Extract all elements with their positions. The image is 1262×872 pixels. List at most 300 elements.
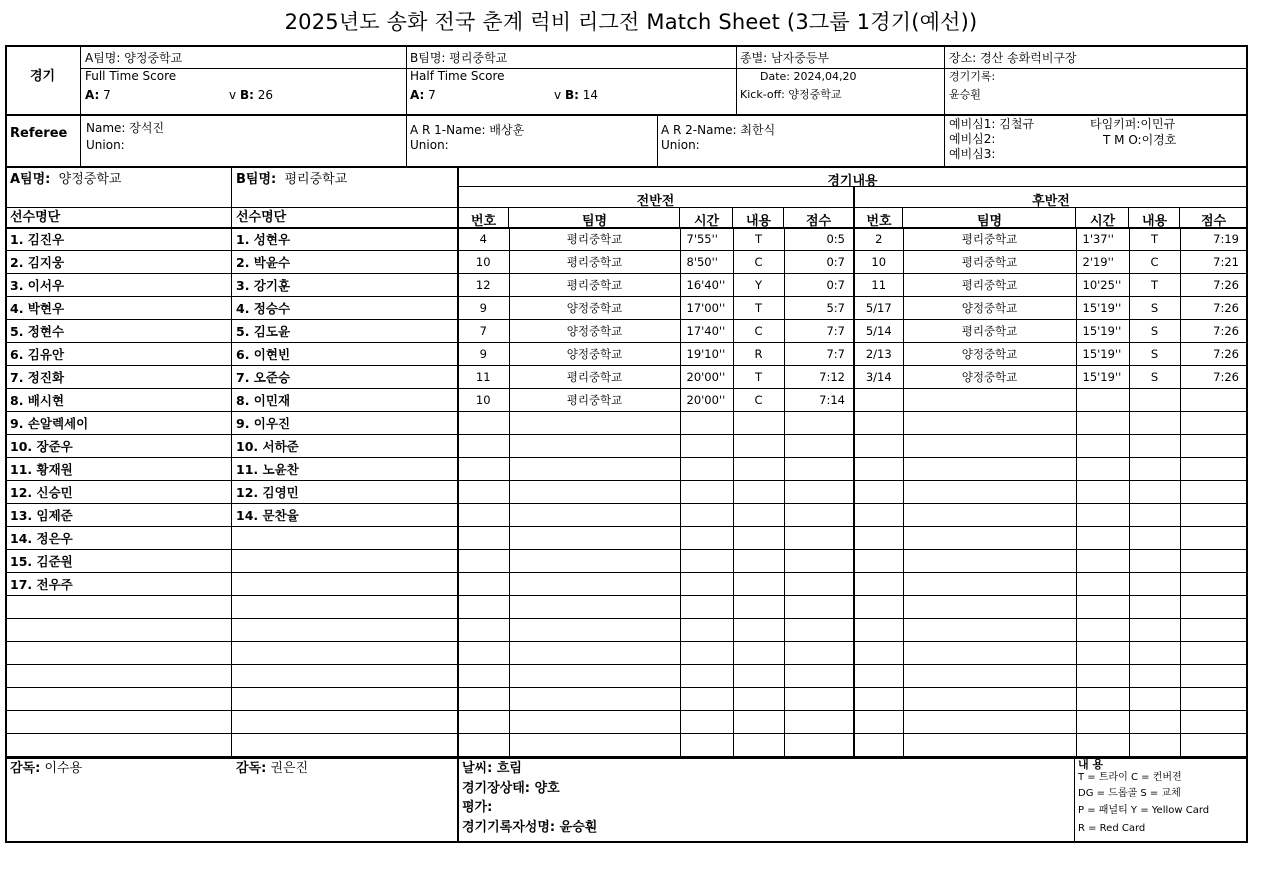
event-row [855,228,1247,251]
event-type [733,504,784,527]
roster-row [6,389,231,412]
event-team [903,550,1076,573]
roster-row [6,504,231,527]
legend-line-1: T = 트라이 C = 컨버젼 [1078,772,1182,783]
event-score: 5:7 [784,297,853,320]
event-row [855,389,1247,412]
coach-b: 감독: 권은진 [236,761,309,776]
player-name [232,550,457,573]
event-row [458,481,853,504]
event-time: 8'50'' [680,251,733,274]
team-a-header: A팀명: 양정중학교 [85,51,183,65]
event-time [1076,573,1129,596]
event-team [509,596,680,619]
team-b-roster [232,228,457,757]
roster-row [6,688,231,711]
roster-row [6,435,231,458]
team-a-name: A팀명: 양정중학교 [10,172,122,187]
event-row [855,550,1247,573]
event-number: 3/14 [855,366,903,389]
evaluation: 평가: [462,800,493,815]
event-score [1180,435,1247,458]
event-row [855,688,1247,711]
player-name [232,734,457,757]
roster-row [232,458,457,481]
event-score [784,619,853,642]
player-name: 6. 이현빈 [232,343,457,366]
event-score: 7:14 [784,389,853,412]
event-time [1076,458,1129,481]
event-type: T [733,297,784,320]
event-score [1180,665,1247,688]
event-team [903,412,1076,435]
event-team [903,619,1076,642]
roster-row [6,734,231,757]
roster-row [232,665,457,688]
team-a-roster-header: 선수명단 [10,210,61,225]
event-number [458,688,509,711]
player-name [232,527,457,550]
event-type [733,688,784,711]
event-team [509,619,680,642]
event-number: 11 [458,366,509,389]
player-name: 14. 정은우 [6,527,231,550]
second-half-column-header: 팀명 [976,214,1003,229]
event-type [733,412,784,435]
player-name: 4. 정승수 [232,297,457,320]
player-name [6,596,231,619]
event-type [1129,688,1180,711]
event-score [1180,573,1247,596]
event-number: 12 [458,274,509,297]
event-type: T [1129,274,1180,297]
event-team [903,389,1076,412]
roster-row [6,596,231,619]
player-name [232,573,457,596]
full-time-label: Full Time Score [85,69,177,83]
event-team [509,734,680,757]
player-name: 13. 임제준 [6,504,231,527]
event-row [458,504,853,527]
roster-row [6,320,231,343]
event-row [458,343,853,366]
event-team [903,665,1076,688]
event-time [680,573,733,596]
roster-row [232,642,457,665]
event-type: S [1129,297,1180,320]
event-score [1180,504,1247,527]
player-name: 9. 이우진 [232,412,457,435]
event-row [855,320,1247,343]
event-type [1129,596,1180,619]
player-name: 11. 노윤찬 [232,458,457,481]
reserve-referee-1: 예비심1: 김철규 [949,117,1035,131]
match-label: 경기 [30,69,56,84]
event-team: 양정중학교 [903,297,1076,320]
event-row [458,274,853,297]
kickoff: Kick-off: 양정중학교 [740,88,842,101]
player-name: 6. 김유안 [6,343,231,366]
event-time [1076,688,1129,711]
event-time [680,504,733,527]
event-type [733,458,784,481]
event-time: 15'19'' [1076,297,1129,320]
player-name: 3. 강기훈 [232,274,457,297]
event-row [458,320,853,343]
ar2-union: Union: [661,138,700,152]
event-score [1180,458,1247,481]
event-team [903,573,1076,596]
event-team: 양정중학교 [509,297,680,320]
player-name [232,619,457,642]
event-time [680,412,733,435]
sheet-title: 2025년도 송화 전국 춘계 럭비 리그전 Match Sheet (3그룹 1경기(예선)) [284,10,978,34]
event-time: 20'00'' [680,389,733,412]
recorder-name: 윤승훤 [949,88,981,101]
player-name: 7. 오준승 [232,366,457,389]
player-name: 1. 성현우 [232,228,457,251]
event-time: 7'55'' [680,228,733,251]
second-half-events [855,228,1247,757]
player-name: 3. 이서우 [6,274,231,297]
second-half-column-header: 점수 [1200,214,1227,229]
event-time [1076,389,1129,412]
roster-row [232,504,457,527]
roster-row [6,573,231,596]
event-time: 17'00'' [680,297,733,320]
event-score [784,665,853,688]
event-number: 10 [855,251,903,274]
timekeeper: 타임키퍼:이민규 [1090,117,1176,131]
roster-row [232,481,457,504]
event-number [458,550,509,573]
team-b-header: B팀명: 평리중학교 [410,51,508,65]
event-type [1129,481,1180,504]
roster-row [6,619,231,642]
event-score: 7:26 [1180,320,1247,343]
event-time: 15'19'' [1076,320,1129,343]
reserve-referee-2: 예비심2: [949,132,996,146]
event-time [680,435,733,458]
player-name: 4. 박현우 [6,297,231,320]
event-score [1180,412,1247,435]
roster-row [6,412,231,435]
roster-row [232,711,457,734]
roster-row [232,297,457,320]
event-number: 10 [458,389,509,412]
roster-row [232,734,457,757]
player-name: 15. 김준원 [6,550,231,573]
event-row [458,711,853,734]
first-half-column-header: 팀명 [581,214,608,229]
player-name: 9. 손알렉세이 [6,412,231,435]
ar1-name: A R 1-Name: 배상훈 [410,123,525,137]
event-time [1076,596,1129,619]
event-row [855,734,1247,757]
tmo: T M O:이경호 [1103,133,1177,147]
event-row [458,596,853,619]
half-time-a-score: A: 7 [410,88,436,102]
event-time: 20'00'' [680,366,733,389]
event-score [784,734,853,757]
event-type [1129,550,1180,573]
event-score [784,596,853,619]
team-b-name: B팀명: 평리중학교 [236,172,348,187]
event-number [458,412,509,435]
event-team [903,688,1076,711]
player-name [232,711,457,734]
event-team: 평리중학교 [903,274,1076,297]
event-time: 10'25'' [1076,274,1129,297]
event-time: 15'19'' [1076,343,1129,366]
event-row [458,251,853,274]
legend-line-3: P = 패널티 Y = Yellow Card [1078,805,1210,816]
player-name [6,688,231,711]
event-type: R [733,343,784,366]
event-row [458,642,853,665]
player-name [6,619,231,642]
event-time [680,688,733,711]
event-time [680,481,733,504]
event-row [458,619,853,642]
player-name: 8. 이민재 [232,389,457,412]
event-row [855,711,1247,734]
event-number: 7 [458,320,509,343]
roster-row [6,251,231,274]
event-score [1180,688,1247,711]
player-name: 10. 장준우 [6,435,231,458]
roster-row [232,228,457,251]
event-type [1129,504,1180,527]
event-number [855,504,903,527]
event-team [509,573,680,596]
event-number [458,435,509,458]
event-number [855,481,903,504]
event-score [784,711,853,734]
event-row [855,665,1247,688]
venue: 장소: 경산 송화럭비구장 [949,51,1077,65]
event-score [1180,642,1247,665]
event-row [458,297,853,320]
player-name: 7. 정진화 [6,366,231,389]
event-row [855,343,1247,366]
event-time [680,596,733,619]
event-number: 2/13 [855,343,903,366]
event-score [784,504,853,527]
event-number [458,458,509,481]
event-number: 2 [855,228,903,251]
event-team: 양정중학교 [903,343,1076,366]
event-score [1180,619,1247,642]
legend-line-2: DG = 드롭골 S = 교체 [1078,788,1181,799]
event-team [509,527,680,550]
event-time [680,642,733,665]
event-team: 평리중학교 [903,228,1076,251]
event-type [1129,458,1180,481]
event-team [903,596,1076,619]
event-score [784,573,853,596]
player-name: 12. 신승민 [6,481,231,504]
event-score: 0:7 [784,251,853,274]
roster-row [232,435,457,458]
event-score [1180,734,1247,757]
first-half-column-header: 내용 [745,214,772,229]
event-time [680,665,733,688]
event-time [1076,504,1129,527]
legend-title: 내 용 [1078,758,1104,771]
first-half-column-header: 점수 [805,214,832,229]
roster-row [232,274,457,297]
event-score: 7:26 [1180,366,1247,389]
event-row [855,412,1247,435]
event-team [903,734,1076,757]
event-team: 평리중학교 [509,228,680,251]
event-score: 7:26 [1180,274,1247,297]
ar1-union: Union: [410,138,449,152]
event-row [458,734,853,757]
event-team [509,642,680,665]
ground-condition: 경기장상태: 양호 [462,781,560,796]
event-row [855,481,1247,504]
event-type [1129,412,1180,435]
event-type: T [733,228,784,251]
player-name [6,665,231,688]
event-number [458,596,509,619]
event-time: 2'19'' [1076,251,1129,274]
event-team: 양정중학교 [509,320,680,343]
player-name: 17. 전우주 [6,573,231,596]
player-name [232,665,457,688]
legend-line-4: R = Red Card [1078,823,1146,834]
event-type [1129,642,1180,665]
referee-union: Union: [86,138,125,152]
event-time [680,734,733,757]
event-number [855,688,903,711]
event-number: 9 [458,297,509,320]
event-type [1129,389,1180,412]
roster-row [232,619,457,642]
event-score: 0:7 [784,274,853,297]
event-type [1129,734,1180,757]
event-time [680,619,733,642]
half-time-label: Half Time Score [410,69,505,83]
full-time-a-score: A: 7 [85,88,111,102]
referee-name: Name: 장석진 [86,121,165,135]
event-number [855,711,903,734]
event-type: S [1129,320,1180,343]
event-score [784,435,853,458]
event-number [458,573,509,596]
player-name: 12. 김영민 [232,481,457,504]
roster-row [232,596,457,619]
event-team [903,711,1076,734]
recorder-signature: 경기기록자성명: 윤승훤 [462,820,598,835]
player-name: 10. 서하준 [232,435,457,458]
player-name: 8. 배시현 [6,389,231,412]
event-type [1129,435,1180,458]
event-number [855,389,903,412]
event-time [1076,665,1129,688]
event-row [855,366,1247,389]
event-team [509,665,680,688]
event-time: 15'19'' [1076,366,1129,389]
event-type [1129,619,1180,642]
roster-row [232,573,457,596]
event-number [855,435,903,458]
event-time: 1'37'' [1076,228,1129,251]
event-type [1129,711,1180,734]
roster-row [6,297,231,320]
event-score [1180,596,1247,619]
event-time [1076,619,1129,642]
event-row [458,458,853,481]
event-number [458,665,509,688]
ar2-name: A R 2-Name: 최한식 [661,123,776,137]
event-row [458,366,853,389]
event-row [855,458,1247,481]
roster-row [6,665,231,688]
event-row [458,550,853,573]
event-time: 17'40'' [680,320,733,343]
roster-row [232,320,457,343]
event-row [855,297,1247,320]
event-type [733,734,784,757]
player-name: 14. 문찬율 [232,504,457,527]
event-team [509,711,680,734]
event-time [1076,527,1129,550]
weather: 날씨: 흐림 [462,761,522,776]
event-number [458,619,509,642]
referee-label: Referee [10,126,68,141]
event-score: 7:7 [784,343,853,366]
event-type [733,550,784,573]
event-time [1076,734,1129,757]
event-time [1076,481,1129,504]
event-row [458,665,853,688]
event-number [458,504,509,527]
event-number: 9 [458,343,509,366]
event-time [680,711,733,734]
event-team: 평리중학교 [509,274,680,297]
roster-row [6,711,231,734]
event-time: 19'10'' [680,343,733,366]
event-type: C [1129,251,1180,274]
roster-row [232,251,457,274]
event-team [509,458,680,481]
event-time [1076,642,1129,665]
event-score [1180,389,1247,412]
event-score: 7:12 [784,366,853,389]
event-team [903,642,1076,665]
event-number [458,481,509,504]
event-score: 7:19 [1180,228,1247,251]
event-time [1076,412,1129,435]
roster-row [6,366,231,389]
event-number [855,412,903,435]
event-team: 양정중학교 [509,343,680,366]
first-half-column-header: 시간 [693,214,720,229]
event-type [733,527,784,550]
event-row [855,596,1247,619]
roster-row [6,550,231,573]
roster-row [232,527,457,550]
event-row [458,435,853,458]
player-name: 2. 박윤수 [232,251,457,274]
event-row [458,389,853,412]
event-team: 평리중학교 [509,389,680,412]
event-row [855,527,1247,550]
event-score [1180,527,1247,550]
